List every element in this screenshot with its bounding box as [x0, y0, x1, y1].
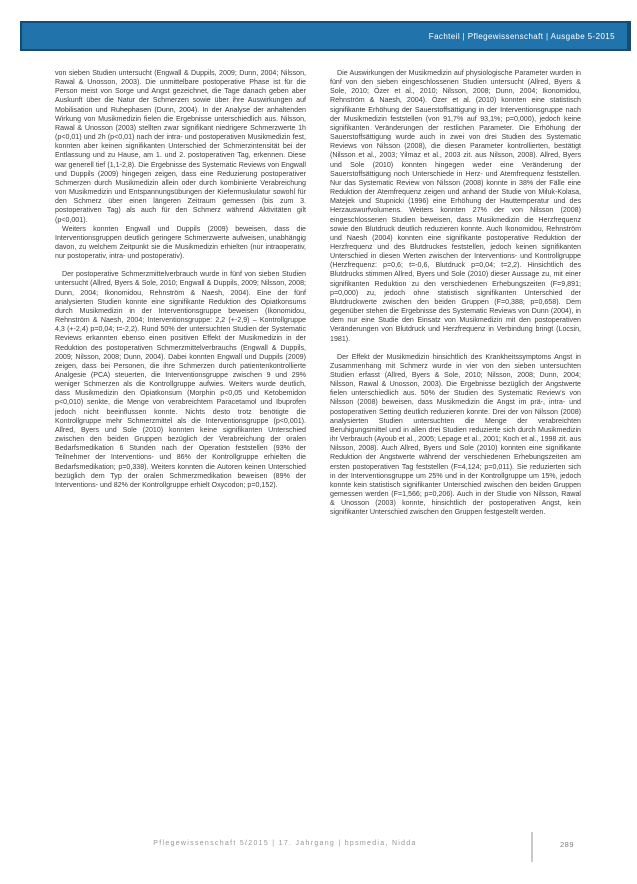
paragraph-intervention-groups: Weiters konnten Engwall und Duppils (2009) beweisen, dass die Interventionsgruppen deutlich geringere Schmerzwerte aufweisen, unabhängig davon, zu welchem Zeitpunkt sie die Musikmedizin erhielten (nur intraoperativ, nur postoperativ, intra- und postoperativ). [55, 224, 306, 261]
paragraph-analgesic-consumption: Der postoperative Schmerzmittelverbrauch wurde in fünf von sieben Studien untersucht (Allred, Byers & Sole, 2010; Engwall & Duppils, 2009; Nilsson, 2008; Dunn, 2004; Ikonomidou, Rehnström & Naesh, 2004). Eine der fünf analysierten Studien konnte eine signifikante Reduktion des Opiatkonsums durch Musikmedizin in der Interventionsgruppe beweisen (Ikonomidou, Rehnström & Naesh, 2004; Interventionsgruppe: 2,2 (+-2,9) – Kontrollgruppe 4,3 (+-2,4) p=0,04; t=-2,2). Rund 50% der untersuchten Studien der Systematic Reviews erkannten ebenso einen positiven Effekt der Musikmedizin in der Reduktion des postoperativen Schmerzmittelverbrauchs (Engwall & Duppils, 2009; Nilsson, 2008; Dunn, 2004). Dabei konnten Engwall und Duppils (2009) zeigen, dass bei Personen, die ihre Schmerzen durch patientenkontrollierte Analgesie (PCA) steuerten, die Interventionsgruppe zwischen 9 und 29% weniger Schmerzen als die Kontrollgruppe aufwies. Weiters wurde deutlich, dass Musikmedizin den Opiatkonsum (Morphin p<0,05 und Ketobemidon p<0,010) senkte, die Menge von verabreichtem Paracetamol und Ibuprofen jedoch nicht beeinflussen konnte. Nichts desto trotz benötigte die Kontrollgruppe mehr Schmerzmittel als die Interventionsgruppe (p<0,001). Allred, Byers und Sole (2010) konnten keine signifikanten Unterschied zwischen den beiden Gruppen bezüglich der Verabreichung der oralen Bedarfsmedikation 6 Stunden nach der Operation feststellen (93% der Teilnehmer der Interventions- und 86% der Kontrollgruppe erhielten die Bedarfsmedikation; p=0,338). Weiters konnten die Autoren keinen Unterschied bezüglich dem Typ der oralen Schmerzmedikation beweisen (89% der Interventions- und 82% der Kontrollgruppe erhielt Oxycodon; p=0,152). [55, 270, 306, 489]
header-bar-text: Fachteil | Pflegewissenschaft | Ausgabe 5-2015 [428, 31, 615, 41]
footer-divider [531, 832, 533, 862]
paragraph-physiological-parameters: Die Auswirkungen der Musikmedizin auf physiologische Parameter wurden in fünf von den sieben eingeschlossenen Studien untersucht (Allred, Byers & Sole, 2010; Özer et al., 2010; Nilsson, 2008; Dunn, 2004; Ikonomidou, Rehnström & Naesh, 2004). Özer et al. (2010) konnten eine statistisch signifikante Erhöhung der Sauerstoffsättigung in der Interventionsgruppe nach der Musikmedizin feststellen (von 91,7% auf 93,1%; p=0,000), jedoch keine signifikanten Veränderungen der restlichen Parameter. Die Erhöhung der Sauerstoffsättigung wurde auch in zwei von drei Studien des Systematic Reviews von Nilsson (2008), die diesen Parameter kontrollierten, bestätigt (Nilsson et al., 2003; Yilmaz et al., 2003 zit. aus Nilsson, 2008). Allred, Byers und Sole (2010) konnten hingegen weder eine Veränderung der Sauerstoffsättigung noch Unterschiede in Herz- und Atemfrequenz feststellen. Nur das Systematic Review von Nilsson (2008) konnte in 38% der Fälle eine Reduktion der Atemfrequenz zeigen und anhand der Studie von Miluk-Kolasa, Matejek und Stupnicki (1996) eine Erhöhung der Hauttemperatur und des Herzauswurfvolumens. Weiters konnten 27% der von Nilsson (2008) eingeschlossenen Studien beweisen, dass Musikmedizin die Herzfrequenz sowie den Blutdruck deutlich reduzieren konnte. Auch Ikonomidou, Rehnström und Naesh (2004) konnten eine signifikante postoperative Reduktion der Herzfrequenz und des Blutdruckes feststellen, jedoch keinen signifikanten Unterschied in diesen Werten zwischen der Interventions- und Kontrollgruppe (Herzfrequenz: p=0,6; t=-0,6, Blutdruck p=0,04; t=2,2). Hinsichtlich des Blutdrucks stimmen Allred, Byers und Sole (2010) dieser Aussage zu, mit einer signifikanten Reduktion zu den verschiedenen Erhebungszeiten (F=9,891; p=0,000) zu, jedoch ohne statistisch signifikanten Unterschied der Blutdruckwerte zwischen den beiden Gruppen (F=0,388; p=0,658). Dem gegenüber stehen die Ergebnisse des Systematic Reviews von Dunn (2004), in dem nur eine Studie den Einsatz von Musikmedizin mit den postoperativen Veränderungen von Blutdruck und Herzfrequenz in Verbindung bringt (Locsin, 1981). [330, 69, 581, 343]
article-body [55, 69, 581, 518]
header-bar [20, 21, 631, 51]
right-column [330, 69, 581, 518]
paragraph-anxiety-effects: Der Effekt der Musikmedizin hinsichtlich des Krankheitssymptoms Angst in Zusammenhang mit Schmerz wurde in vier von den sieben untersuchten Studien erfasst (Allred, Byers & Sole, 2010; Nilsson, 2008; Dunn, 2004; Nilsson, Rawal & Unosson, 2003). Die Ergebnisse bezüglich der Angstwerte fielen unterschiedlich aus. 50% der Studien des Systematic Review's von Nilsson (2008) beweisen, dass Musikmedizin die Angst im prä-, intra- und postoperativen Setting deutlich reduzieren konnte. Drei der von Nilsson (2008) analysierten Studien untersuchten die Menge der verabreichten Beruhigungsmittel und in allen drei Studien reduzierte sich durch Musikmedizin ihr Verbrauch (Ayoub et al., 2005; Lepage et al., 2001; Koch et al., 1998 zit. aus Nilsson, 2008). Auch Allred, Byers und Sole (2010) konnten eine signifikante Reduktion der Angstwerte während der verschiedenen Erhebungszeiten am ersten postoperativen Tag feststellen (F=4,124; p=0,011). Sie reduzierten sich in der Interventionsgruppe um 25% und in der Kontrollgruppe um 15%, jedoch konnte kein statistisch signifikanter Unterschied zwischen den beiden Gruppen gemessen werden (F=1,566; p=0,206). Auch in der Studie von Nilsson, Rawal & Unosson (2003) konnte, hinsichtlich der postoperativen Angst, kein signifikanter Unterschied zwischen den Gruppen festgestellt werden. [330, 352, 581, 517]
footer-journal-line: Pflegewissenschaft 5/2015 | 17. Jahrgang | hpsmedia, Nidda [153, 840, 417, 847]
left-column [55, 69, 306, 518]
page-number: 289 [559, 840, 574, 849]
paragraph-pain-outcomes: von sieben Studien untersucht (Engwall & Duppils, 2009; Dunn, 2004; Nilsson, Rawal & Unosson, 2003). Die unmittelbare postoperative Phase ist für die Person meist von Sorge und Angst gezeichnet, die Tage danach geben aber Auskunft über die Natur der Schmerzen sowie über ihre Auswirkungen auf Mobilisation und Ruhephasen (Dunn, 2004). In der Analyse der anhaltenden Wirkung von Musikmedizin fielen die Ergebnisse unterschiedlich aus. Nilsson, Rawal & Unosson (2003) stellten zwar signifikant niedrigere Schmerzwerte 1h (p<0,01) und 2h (p<0,01) nach der intra- und postoperativen Musikmedizin fest, konnten aber keinen signifikanten Unterschied der Schmerzintensität bei der Entlassung und zu Hause, am 1. und 2. postoperativen Tag, erkennen. Diese war generell tief (1,1-2,8). Die Ergebnisse des Systematic Reviews von Engwall und Duppils (2009) hingegen zeigen, dass eine Reduzierung postoperativer Schmerzen durch Musikmedizin allein oder durch kombinierte Verabreichung von Musikmedizin und Entspannungsübungen der Kiefermuskulatur sowohl für den Schmerz über einen längeren Zeitraum gemessen (bis zum 3. postoperativen Tag) als auch für den Schmerz während Aktivitäten gilt (p<0,001). [55, 69, 306, 224]
